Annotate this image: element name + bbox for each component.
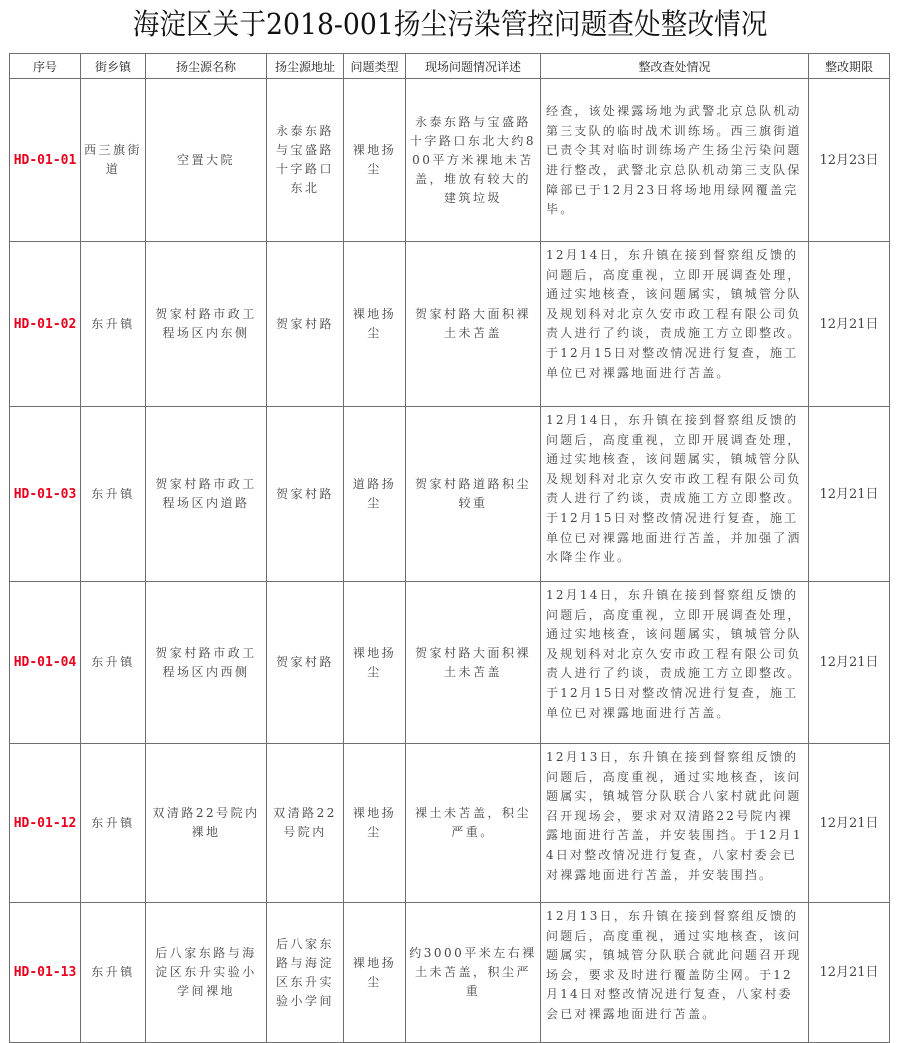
rectification: 12月14日，东升镇在接到督察组反馈的问题后，高度重视，立即开展调查处理，通过实地核查，该问题属实，镇城管分队及规划科对北京久安市政工程有限公司负责人进行了约谈，责成施工方立即整改。于12月15日对整改情况进行复查，施工单位已对裸露地面进行苫盖，并加强了洒水降尘作业。	[541, 407, 809, 582]
description: 贺家村路大面积裸土未苫盖	[406, 242, 541, 407]
serial-no: HD-01-01	[10, 79, 81, 242]
rectification: 12月13日，东升镇在接到督察组反馈的问题后，高度重视，通过实地核查，该问题属实，镇城管分队联合就此问题召开现场会，要求及时进行覆盖防尘网。于12月14日对整改情况进行复查，八家村委会已对裸露地面进行苫盖。	[541, 903, 809, 1043]
source-name: 空置大院	[146, 79, 267, 242]
description: 裸土未苫盖，积尘严重。	[406, 744, 541, 903]
description: 贺家村路大面积裸土未苫盖	[406, 582, 541, 744]
description: 永泰东路与宝盛路十字路口东北大约800平方米裸地未苫盖，堆放有较大的建筑垃圾	[406, 79, 541, 242]
table-row	[10, 744, 890, 903]
source-name: 贺家村路市政工程场区内西侧	[146, 582, 267, 744]
deadline: 12月23日	[809, 79, 890, 242]
town: 东升镇	[81, 903, 146, 1043]
deadline: 12月21日	[809, 407, 890, 582]
issue-type: 裸地扬尘	[344, 903, 406, 1043]
header-deadline: 整改期限	[809, 54, 890, 79]
source-name: 贺家村路市政工程场区内道路	[146, 407, 267, 582]
table-row	[10, 79, 890, 242]
source-name: 双清路22号院内裸地	[146, 744, 267, 903]
rectification: 12月13日，东升镇在接到督察组反馈的问题后，高度重视，通过实地核查，该问题属实，镇城管分队联合八家村就此问题召开现场会，要求对双清路22号院内裸露地面进行苫盖，并安装围挡。于12月14日对整改情况进行复查，八家村委会已对裸露地面进行苫盖，并安装围挡。	[541, 744, 809, 903]
serial-no: HD-01-13	[10, 903, 81, 1043]
serial-no: HD-01-12	[10, 744, 81, 903]
source-address: 贺家村路	[267, 242, 344, 407]
table-row	[10, 242, 890, 407]
serial-no: HD-01-03	[10, 407, 81, 582]
header-source-name: 扬尘源名称	[146, 54, 267, 79]
deadline: 12月21日	[809, 242, 890, 407]
issue-type: 裸地扬尘	[344, 242, 406, 407]
header-issue-type: 问题类型	[344, 54, 406, 79]
header-description: 现场问题情况详述	[406, 54, 541, 79]
table-row	[10, 903, 890, 1043]
town: 东升镇	[81, 242, 146, 407]
header-rectification: 整改查处情况	[541, 54, 809, 79]
issue-type: 裸地扬尘	[344, 582, 406, 744]
town: 东升镇	[81, 582, 146, 744]
rectification-table	[9, 53, 890, 1043]
source-name: 贺家村路市政工程场区内东侧	[146, 242, 267, 407]
deadline: 12月21日	[809, 744, 890, 903]
document-title: 海淀区关于2018-001扬尘污染管控问题查处整改情况	[132, 7, 768, 41]
rectification: 12月14日，东升镇在接到督察组反馈的问题后，高度重视，立即开展调查处理，通过实地核查，该问题属实，镇城管分队及规划科对北京久安市政工程有限公司负责人进行了约谈，责成施工方立即整改。于12月15日对整改情况进行复查，施工单位已对裸露地面进行苫盖。	[541, 582, 809, 744]
issue-type: 裸地扬尘	[344, 744, 406, 903]
table-row	[10, 582, 890, 744]
rectification: 12月14日，东升镇在接到督察组反馈的问题后，高度重视，立即开展调查处理，通过实地核查，该问题属实，镇城管分队及规划科对北京久安市政工程有限公司负责人进行了约谈，责成施工方立即整改。于12月15日对整改情况进行复查，施工单位已对裸露地面进行苫盖。	[541, 242, 809, 407]
source-address: 贺家村路	[267, 582, 344, 744]
header-serial-no: 序号	[10, 54, 81, 79]
source-address: 后八家东路与海淀区东升实验小学间	[267, 903, 344, 1043]
source-address: 永泰东路与宝盛路十字路口东北	[267, 79, 344, 242]
serial-no: HD-01-04	[10, 582, 81, 744]
source-name: 后八家东路与海淀区东升实验小学间裸地	[146, 903, 267, 1043]
source-address: 双清路22号院内	[267, 744, 344, 903]
issue-type: 道路扬尘	[344, 407, 406, 582]
issue-type: 裸地扬尘	[344, 79, 406, 242]
town: 东升镇	[81, 744, 146, 903]
deadline: 12月21日	[809, 903, 890, 1043]
rectification: 经查，该处裸露场地为武警北京总队机动第三支队的临时战术训练场。西三旗街道已责令其对临时训练场产生扬尘污染问题进行整改，武警北京总队机动第三支队保障部已于12月23日将场地用绿网覆盖完毕。	[541, 79, 809, 242]
source-address: 贺家村路	[267, 407, 344, 582]
table-header-row	[10, 54, 890, 79]
town: 东升镇	[81, 407, 146, 582]
description: 约3000平米左右裸土未苫盖，积尘严重	[406, 903, 541, 1043]
deadline: 12月21日	[809, 582, 890, 744]
table-row	[10, 407, 890, 582]
header-town: 街乡镇	[81, 54, 146, 79]
header-source-address: 扬尘源地址	[267, 54, 344, 79]
description: 贺家村路道路积尘较重	[406, 407, 541, 582]
serial-no: HD-01-02	[10, 242, 81, 407]
town: 西三旗街道	[81, 79, 146, 242]
